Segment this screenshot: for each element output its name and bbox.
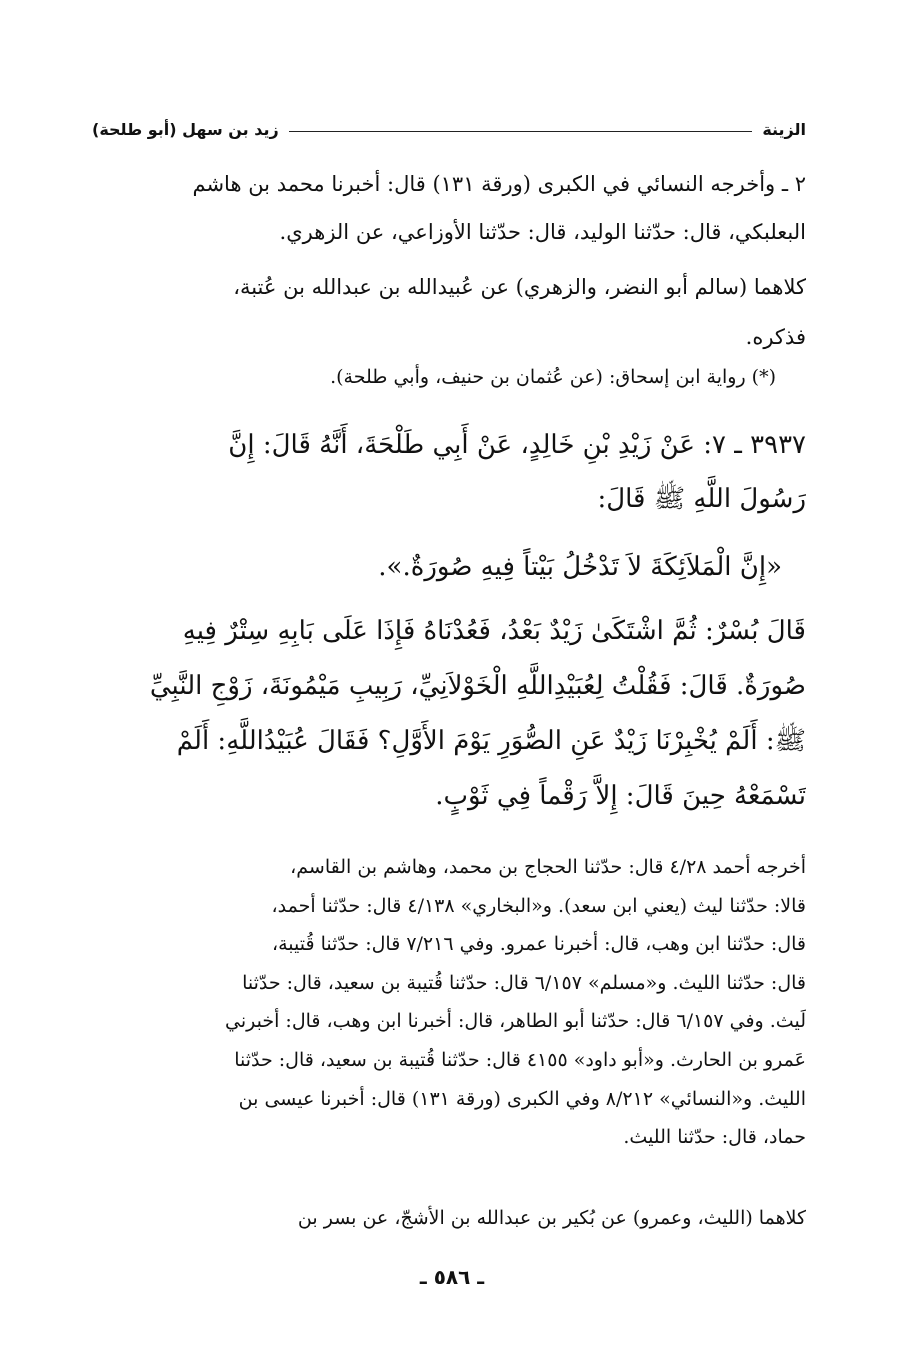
- takhrij-paragraph: [92, 848, 806, 1157]
- text-line: كلاهما (سالم أبو النضر، والزهري) عن عُبيدالله بن عبدالله بن عُتبة،: [233, 275, 806, 299]
- hadith-line: رَسُولَ اللَّهِ ﷺ قَالَ:: [597, 484, 806, 514]
- running-header: [92, 114, 806, 144]
- text-line: البعلبكي، قال: حدّثنا الوليد، قال: حدّثنا الأوزاعي، عن الزهري.: [279, 220, 806, 244]
- header-narrator: زيد بن سهل (أبو طلحة): [92, 119, 279, 139]
- text-line: حماد، قال: حدّثنا الليث.: [623, 1126, 806, 1149]
- hadith-line: ٣٩٣٧ ـ ٧: عَنْ زَيْدِ بْنِ خَالِدٍ، عَنْ أَبِي طَلْحَةَ، أَنَّهُ قَالَ: إِنَّ: [228, 430, 806, 460]
- riwaya-note: [92, 359, 806, 395]
- text-line: لَيث. وفي ٦/١٥٧ قال: حدّثنا أبو الطاهر، قال: أخبرنا ابن وهب، قال: أخبرني: [225, 1010, 806, 1033]
- closing-paragraph: [92, 1198, 806, 1238]
- text-line: أخرجه أحمد ٤/٢٨ قال: حدّثنا الحجاج بن محمد، وهاشم بن القاسم،: [290, 856, 806, 878]
- text-line: (*) رواية ابن إسحاق: (عن عُثمان بن حنيف، وأبي طلحة).: [330, 366, 776, 388]
- hadith-quote: [92, 540, 806, 594]
- hadith-line: ﷺ: أَلَمْ يُخْبِرْنَا زَيْدٌ عَنِ الصُّوَرِ يَوْمَ الأَوَّلِ؟ فَقَالَ عُبَيْدُاللَّهِ: أَلَمْ: [176, 726, 806, 756]
- busr-account: [92, 604, 806, 824]
- text-line: كلاهما (الليث، وعمرو) عن بُكير بن عبدالله بن الأشجّ، عن بسر بن: [297, 1207, 806, 1229]
- header-section-title: الزينة: [762, 119, 806, 139]
- text-line: قال: حدّثنا الليث. و«مسلم» ٦/١٥٧ قال: حدّثنا قُتيبة بن سعيد، قال: حدّثنا: [242, 971, 806, 994]
- page-number: ـ ٥٨٦ ـ: [419, 1265, 485, 1289]
- text-line: الليث. و«النسائي» ٨/٢١٢ وفي الكبرى (ورقة ١٣١) قال: أخبرنا عيسى بن: [238, 1087, 806, 1110]
- hadith-text: [92, 418, 806, 526]
- hadith-line: قَالَ بُسْرٌ: ثُمَّ اشْتَكَىٰ زَيْدٌ بَعْدُ، فَعُدْنَاهُ فَإِذَا عَلَى بَابِهِ سِتْرٌ فِيهِ: [182, 616, 806, 646]
- hadith-line: صُورَةٌ. قَالَ: فَقُلْتُ لِعُبَيْدِاللَّهِ الْخَوْلاَنِيِّ، رَبِيبِ مَيْمُونَةَ، زَوْجِ النَّبِيِّ: [149, 671, 806, 701]
- quote-line: «إِنَّ الْمَلاَئِكَةَ لاَ تَدْخُلُ بَيْتاً فِيهِ صُورَةٌ.».: [378, 552, 782, 582]
- header-rule: [289, 131, 753, 132]
- text-line: قال: حدّثنا ابن وهب، قال: أخبرنا عمرو. وفي ٧/٢١٦ قال: حدّثنا قُتيبة،: [271, 933, 806, 956]
- text-line: قالا: حدّثنا ليث (يعني ابن سعد). و«البخاري» ٤/١٣٨ قال: حدّثنا أحمد،: [271, 894, 806, 917]
- text-line: ٢ ـ وأخرجه النسائي في الكبرى (ورقة ١٣١) قال: أخبرنا محمد بن هاشم: [192, 172, 806, 196]
- both-narrators-paragraph: [92, 262, 806, 362]
- hadith-line: تَسْمَعْهُ حِينَ قَالَ: إِلاَّ رَقْماً فِي ثَوْبٍ.: [435, 781, 806, 811]
- footnote-top: [92, 160, 806, 256]
- text-line: عَمرو بن الحارث. و«أبو داود» ٤١٥٥ قال: حدّثنا قُتيبة بن سعيد، قال: حدّثنا: [234, 1048, 806, 1071]
- text-line: فذكره.: [745, 325, 806, 349]
